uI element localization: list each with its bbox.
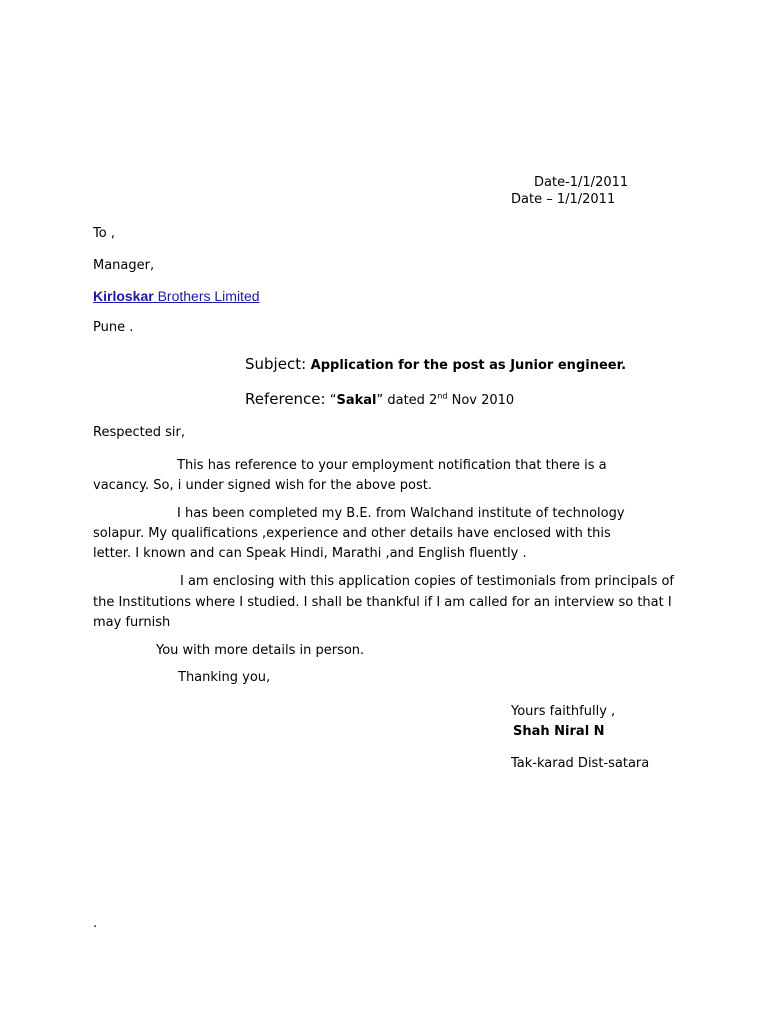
signature-name: Shah Niral N: [513, 724, 605, 739]
paragraph-2-line-3: letter. I known and can Speak Hindi, Marathi ,and English fluently .: [93, 546, 527, 561]
reference-dated: ” dated 2: [376, 393, 438, 408]
thanking-line: Thanking you,: [178, 670, 271, 685]
footer-dot: .: [93, 916, 98, 931]
subject-line: [245, 355, 626, 374]
reference-line: [245, 390, 514, 409]
paragraph-2-line-2: solapur. My qualifications ,experience and other details have enclosed with this: [93, 526, 611, 541]
sender-address: Tak-karad Dist-satara: [511, 756, 650, 771]
paragraph-1-line-2: vacancy. So, i under signed wish for the above post.: [93, 478, 433, 493]
subject-label: Subject:: [245, 355, 307, 373]
company-name-bold: Kirloskar: [93, 288, 154, 304]
salutation: Respected sir,: [93, 425, 185, 440]
subject-text: Application for the post as Junior engineer.: [306, 358, 627, 373]
date-line-2: Date – 1/1/2011: [511, 192, 616, 207]
company-link[interactable]: [93, 288, 260, 305]
recipient-title: Manager,: [93, 258, 155, 273]
paragraph-3-line-2: the Institutions where I studied. I shall be thankful if I am called for an interview so that I: [93, 595, 672, 610]
paragraph-2-line-1: I has been completed my B.E. from Walchand institute of technology: [177, 506, 625, 521]
city-line: Pune .: [93, 320, 134, 335]
paragraph-3-line-3: may furnish: [93, 615, 171, 630]
paragraph-3-line-1: I am enclosing with this application copies of testimonials from principals of: [180, 574, 675, 589]
reference-date-end: Nov 2010: [447, 393, 515, 408]
reference-label: Reference:: [245, 390, 326, 408]
reference-quote-open: “: [325, 393, 337, 408]
reference-paper: Sakal: [336, 393, 377, 408]
paragraph-1-line-1: This has reference to your employment notification that there is a: [177, 458, 607, 473]
to-line: To ,: [93, 226, 115, 241]
closing-line: Yours faithfully ,: [511, 704, 616, 719]
paragraph-3-line-4: You with more details in person.: [156, 643, 365, 658]
reference-sup: nd: [437, 391, 448, 401]
company-name-rest: Brothers Limited: [153, 288, 260, 304]
date-line-1: Date-1/1/2011: [534, 175, 629, 190]
